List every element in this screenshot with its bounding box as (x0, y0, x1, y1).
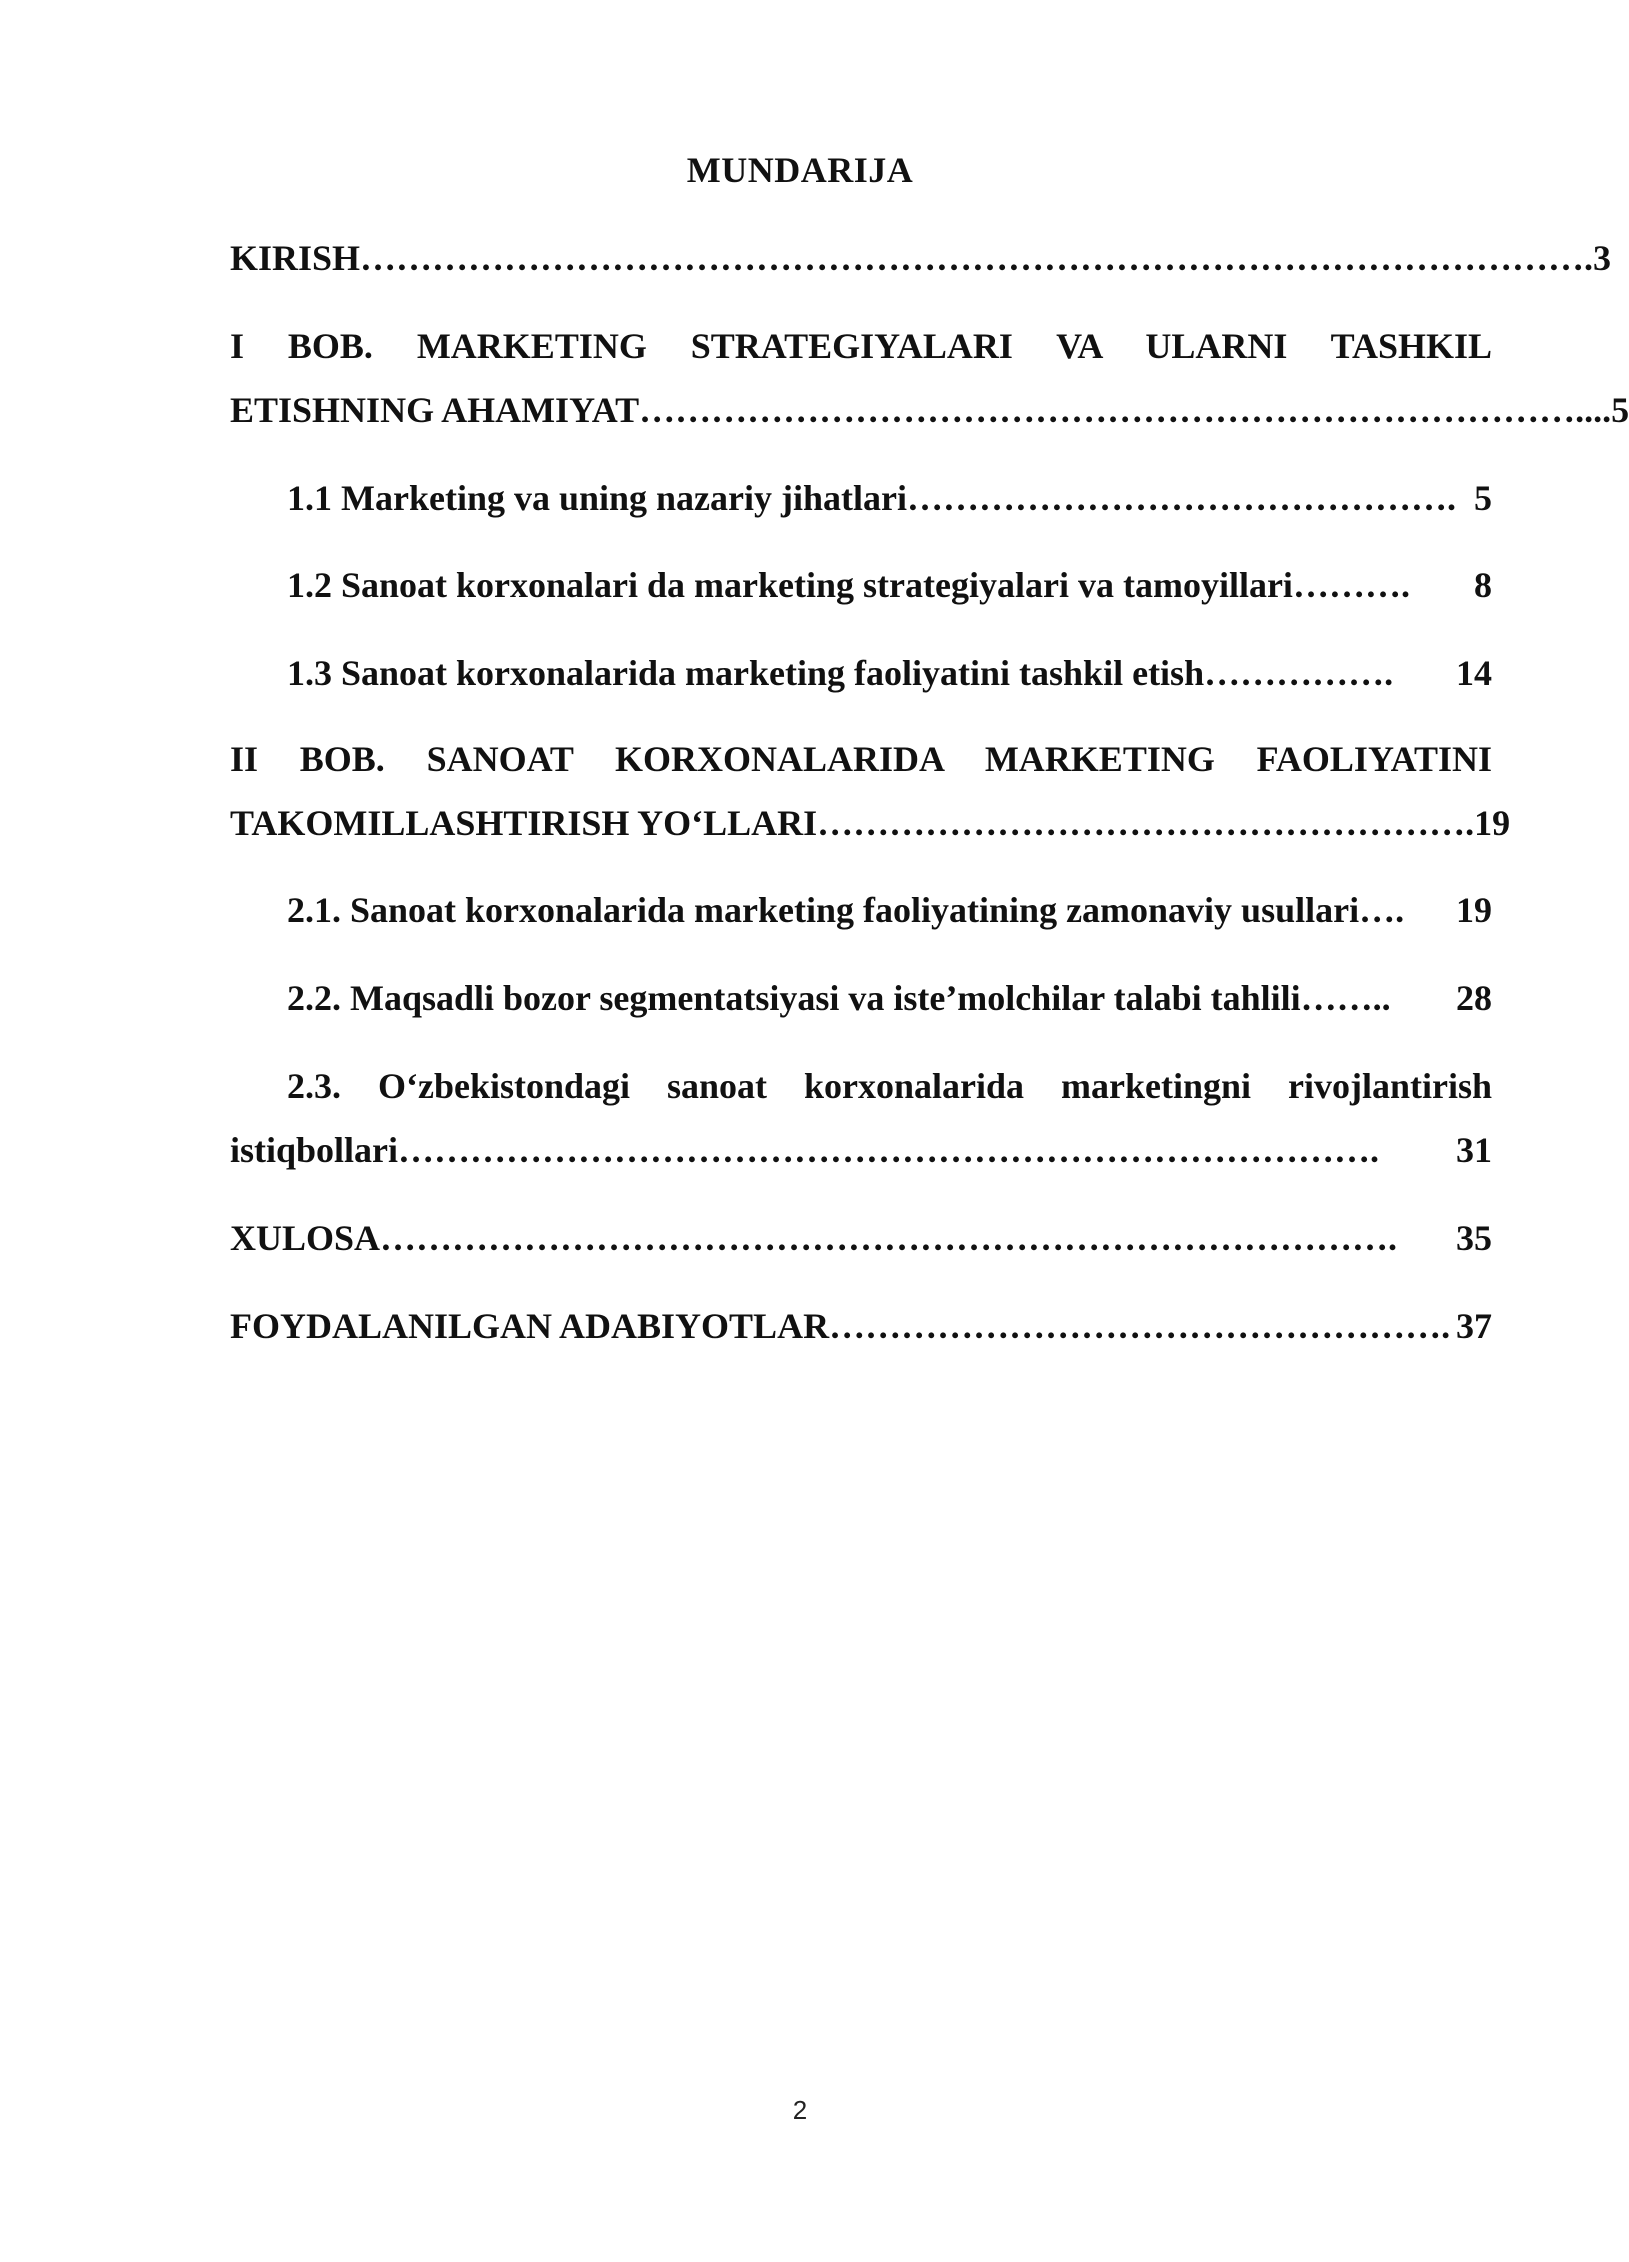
toc-entry-1-1[interactable] (287, 476, 1492, 520)
toc-entry-label: FOYDALANILGAN ADABIYOTLAR (230, 1306, 830, 1346)
toc-leader-dots: …………………………………………………………………….... (639, 390, 1612, 430)
toc-page-number: 14 (1456, 653, 1492, 693)
toc-entry-label: 2.2. Maqsadli bozor segmentatsiyasi va iste’molchilar talabi tahlili (287, 978, 1301, 1018)
toc-leader-dots: ………………………………………………………………………. (398, 1130, 1380, 1170)
toc-leader-dots: ………………………………………………. (817, 803, 1475, 843)
toc-leader-dots: ……………………………………………. (829, 1306, 1451, 1346)
toc-leader-dots: …. (1359, 890, 1405, 930)
toc-entry-label: 1.1 Marketing va uning nazariy jihatlari (287, 478, 907, 518)
toc-entry-2-1[interactable] (287, 888, 1492, 932)
toc-entry-2-2[interactable] (287, 976, 1492, 1020)
toc-entry-label: TAKOMILLASHTIRISH YO‘LLARI (230, 803, 818, 843)
toc-entry-bob1-line2[interactable] (230, 388, 1629, 432)
toc-page-number: 31 (1456, 1130, 1492, 1170)
toc-entry-label: 2.1. Sanoat korxonalarida marketing faoliyatining zamonaviy usullari (287, 890, 1360, 930)
toc-page-number: 19 (1474, 803, 1511, 843)
toc-leader-dots: ………. (1292, 565, 1410, 605)
toc-entry-1-3[interactable] (287, 651, 1492, 695)
toc-entry-label: istiqbollari (230, 1130, 399, 1170)
toc-entry-label: ETISHNING AHAMIYAT (230, 390, 640, 430)
toc-entry-xulosa[interactable] (230, 1216, 1492, 1260)
toc-leader-dots: …………………………………………………………………………. (380, 1218, 1398, 1258)
toc-page-number: 3 (1593, 238, 1612, 278)
toc-entry-label: 1.3 Sanoat korxonalarida marketing faoliyatini tashkil etish (287, 653, 1205, 693)
toc-entry-2-3-line1[interactable]: 2.3. O‘zbekistondagi sanoat korxonalarida marketingni rivojlantirish (287, 1066, 1492, 1106)
toc-entry-label: KIRISH (230, 238, 361, 278)
toc-entry-bob2-line2[interactable] (230, 801, 1511, 845)
toc-leader-dots: …………………………………………………………………………………………. (360, 238, 1594, 278)
toc-title: MUNDARIJA (686, 150, 914, 190)
toc-page-number: 5 (1611, 390, 1629, 430)
toc-entry-label: 1.2 Sanoat korxonalari da marketing strategiyalari va tamoyillari (287, 565, 1293, 605)
toc-leader-dots: ……………. (1204, 653, 1394, 693)
toc-entry-bob1-line1[interactable]: I BOB. MARKETING STRATEGIYALARI VA ULARNI TASHKIL (230, 326, 1492, 366)
toc-page-number: 19 (1456, 890, 1492, 930)
toc-page-number: 28 (1456, 978, 1492, 1018)
toc-leader-dots: …….. (1300, 978, 1391, 1018)
toc-entry-label: XULOSA (230, 1218, 381, 1258)
toc-entry-1-2[interactable] (287, 563, 1492, 607)
toc-page-number: 8 (1474, 565, 1492, 605)
toc-entry-2-3-line2[interactable] (230, 1128, 1492, 1172)
toc-page-number: 37 (1456, 1306, 1492, 1346)
toc-page-number: 5 (1474, 478, 1492, 518)
toc-page-number: 35 (1456, 1218, 1492, 1258)
toc-leader-dots: ………………………………………. (907, 478, 1456, 518)
toc-entry-bob2-line1[interactable]: II BOB. SANOAT KORXONALARIDA MARKETING FAOLIYATINI (230, 739, 1492, 779)
toc-entry-kirish[interactable] (230, 236, 1612, 280)
toc-entry-foydalanilgan-adabiyotlar[interactable] (230, 1304, 1492, 1348)
page-number-footer: 2 (792, 2095, 808, 2125)
